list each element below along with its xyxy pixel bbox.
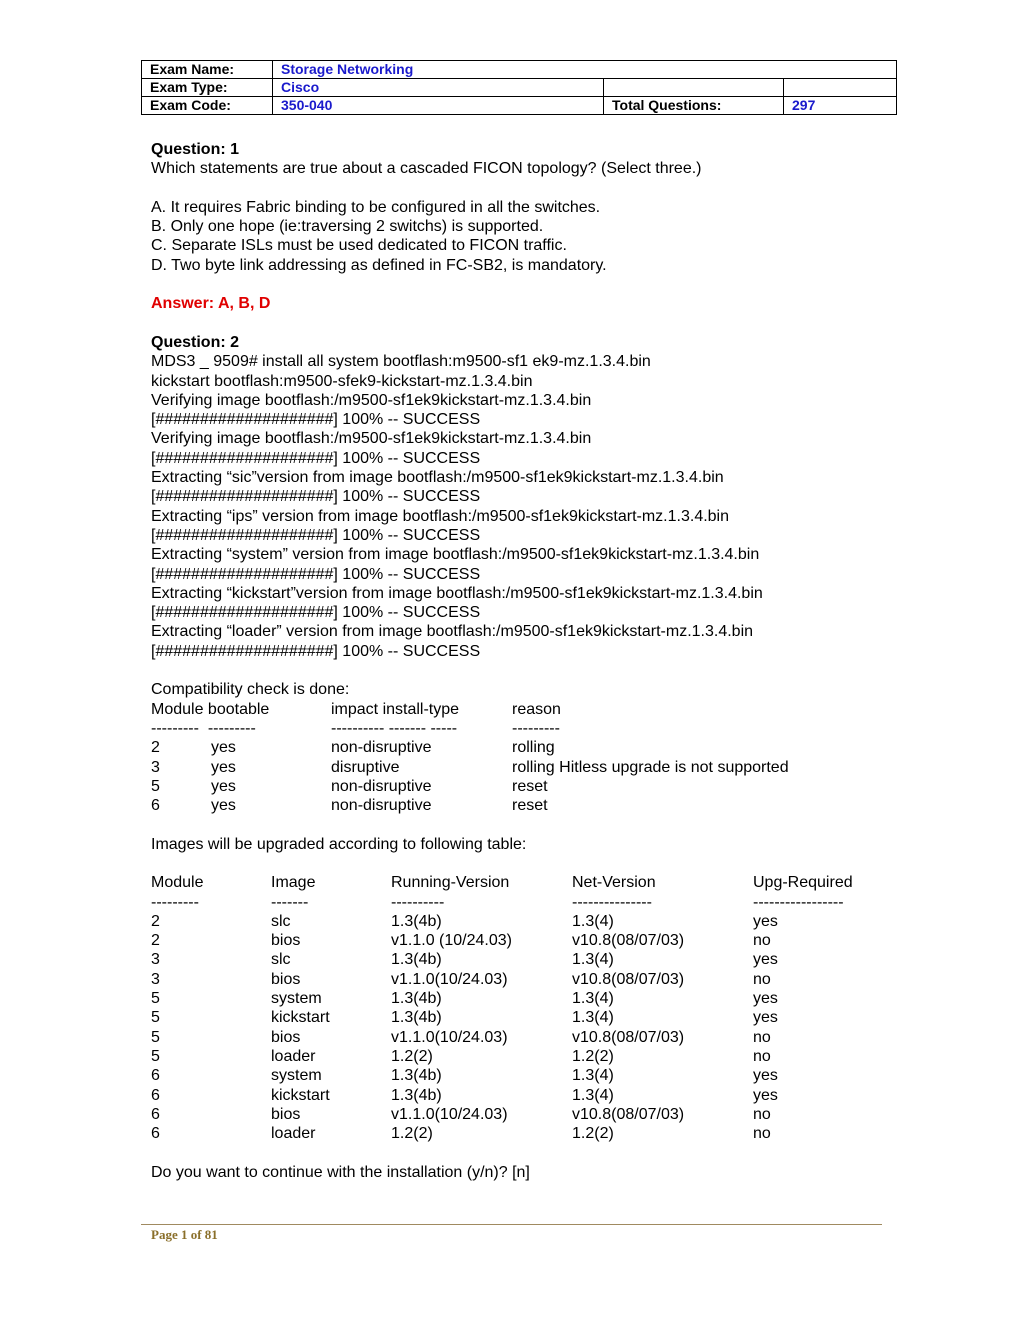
images-row	[151, 1124, 911, 1143]
compat-title: Compatibility check is done:	[151, 681, 350, 699]
images-cell: 3	[151, 951, 160, 969]
images-cell: 1.2(2)	[572, 1047, 614, 1065]
images-table	[151, 873, 911, 1143]
install-prompt: Do you want to continue with the installation (y/n)? [n]	[151, 1163, 530, 1181]
images-cell: yes	[753, 912, 778, 930]
images-cell: 1.3(4b)	[391, 1086, 442, 1104]
images-cell: 6	[151, 1067, 160, 1085]
images-row	[151, 1028, 911, 1047]
images-rows	[151, 912, 911, 1144]
log-line: [####################] 100% -- SUCCESS	[151, 526, 481, 544]
exam-type-value: Cisco	[273, 79, 604, 97]
images-cell: kickstart	[271, 1009, 330, 1027]
compat-dash-cell: ---------- ------- -----	[331, 719, 458, 737]
images-cell: 2	[151, 912, 160, 930]
compat-header-row	[151, 700, 911, 719]
compat-cell: yes	[211, 739, 236, 757]
compat-table	[151, 700, 911, 816]
images-row	[151, 931, 911, 950]
images-row	[151, 912, 911, 931]
images-dash-cell: ----------	[391, 893, 445, 911]
compat-cell: 5	[151, 777, 160, 795]
images-dash-row	[151, 893, 911, 912]
compat-cell: non-disruptive	[331, 797, 432, 815]
option-b: B. Only one hope (ie:traversing 2 switchs) is supported.	[151, 218, 544, 236]
images-cell: yes	[753, 990, 778, 1008]
option-a: A. It requires Fabric binding to be configured in all the switches.	[151, 198, 601, 216]
compat-cell: 6	[151, 797, 160, 815]
question-1-text: Which statements are true about a cascaded FICON topology? (Select three.)	[151, 160, 702, 178]
log-line: [####################] 100% -- SUCCESS	[151, 488, 481, 506]
images-cell: kickstart	[271, 1086, 330, 1104]
images-cell: 1.3(4b)	[391, 1009, 442, 1027]
log-line: Extracting “system” version from image bootflash:/m9500-sf1ek9kickstart-mz.1.3.4.bin	[151, 546, 760, 564]
images-cell: bios	[271, 932, 301, 950]
images-cell: bios	[271, 970, 301, 988]
images-dash-cell: -------	[271, 893, 309, 911]
images-cell: 1.3(4b)	[391, 912, 442, 930]
compat-row	[151, 777, 911, 796]
compat-dash-cell: ---------	[512, 719, 560, 737]
question-1-answer: Answer: A, B, D	[151, 295, 271, 313]
images-cell: 2	[151, 932, 160, 950]
images-cell: 5	[151, 990, 160, 1008]
total-questions-value: 297	[784, 97, 897, 115]
exam-code-row	[142, 97, 897, 115]
images-cell: yes	[753, 1086, 778, 1104]
log-line: [####################] 100% -- SUCCESS	[151, 604, 481, 622]
images-cell: 5	[151, 1009, 160, 1027]
images-cell: no	[753, 932, 771, 950]
images-cell: v10.8(08/07/03)	[572, 970, 685, 988]
log-line: kickstart bootflash:m9500-sfek9-kickstart-mz.1.3.4.bin	[151, 372, 533, 390]
exam-info-table	[141, 60, 897, 115]
images-cell: slc	[271, 951, 291, 969]
images-title: Images will be upgraded according to following table:	[151, 835, 527, 853]
images-cell: yes	[753, 1067, 778, 1085]
images-row	[151, 970, 911, 989]
exam-type-row	[142, 79, 897, 97]
images-cell: no	[753, 1028, 771, 1046]
compat-cell: non-disruptive	[331, 739, 432, 757]
images-header-cell: Image	[271, 874, 316, 892]
images-dash-cell: ---------------	[572, 893, 652, 911]
images-cell: 1.3(4)	[572, 990, 614, 1008]
images-cell: 1.3(4)	[572, 1086, 614, 1104]
images-cell: 1.3(4)	[572, 912, 614, 930]
images-cell: 6	[151, 1105, 160, 1123]
compat-row	[151, 738, 911, 757]
compat-cell: reset	[512, 777, 548, 795]
log-line: [####################] 100% -- SUCCESS	[151, 411, 481, 429]
images-row	[151, 989, 911, 1008]
images-cell: 1.3(4)	[572, 1009, 614, 1027]
images-cell: 1.2(2)	[391, 1125, 433, 1143]
compat-row	[151, 758, 911, 777]
images-cell: v1.1.0 (10/24.03)	[391, 932, 512, 950]
images-cell: v1.1.0(10/24.03)	[391, 970, 508, 988]
images-cell: 6	[151, 1086, 160, 1104]
footer-divider	[141, 1224, 882, 1225]
images-header-row	[151, 873, 911, 892]
compat-cell: rolling Hitless upgrade is not supported	[512, 758, 789, 776]
log-line: [####################] 100% -- SUCCESS	[151, 449, 481, 467]
exam-code-label: Exam Code:	[142, 97, 273, 115]
empty-cell	[784, 79, 897, 97]
compat-header-cell: Module bootable	[151, 700, 270, 718]
option-d: D. Two byte link addressing as defined in FC-SB2, is mandatory.	[151, 256, 607, 274]
images-cell: 1.3(4b)	[391, 1067, 442, 1085]
images-row	[151, 1086, 911, 1105]
images-header-cell: Module	[151, 874, 204, 892]
images-cell: system	[271, 1067, 322, 1085]
images-cell: v1.1.0(10/24.03)	[391, 1028, 508, 1046]
document-body	[151, 140, 911, 1182]
images-row	[151, 1105, 911, 1124]
images-row	[151, 1008, 911, 1027]
exam-type-label: Exam Type:	[142, 79, 273, 97]
images-header-cell: Running-Version	[391, 874, 510, 892]
images-row	[151, 1066, 911, 1085]
log-line: MDS3 _ 9509# install all system bootflash:m9500-sf1 ek9-mz.1.3.4.bin	[151, 353, 651, 371]
compat-cell: yes	[211, 797, 236, 815]
compat-dash-cell: --------- ---------	[151, 719, 256, 737]
images-header-cell: Upg-Required	[753, 874, 853, 892]
images-cell: 5	[151, 1028, 160, 1046]
compat-header-cell: reason	[512, 700, 561, 718]
images-cell: bios	[271, 1028, 301, 1046]
compat-dash-row	[151, 719, 911, 738]
compat-header-cell: impact install-type	[331, 700, 460, 718]
images-cell: 1.3(4b)	[391, 990, 442, 1008]
compat-cell: non-disruptive	[331, 777, 432, 795]
images-cell: 1.2(2)	[391, 1047, 433, 1065]
compat-cell: yes	[211, 758, 236, 776]
images-cell: v10.8(08/07/03)	[572, 1105, 685, 1123]
page-number: Page 1 of 81	[151, 1227, 218, 1242]
images-cell: loader	[271, 1125, 316, 1143]
images-cell: 5	[151, 1047, 160, 1065]
images-cell: loader	[271, 1047, 316, 1065]
log-line: [####################] 100% -- SUCCESS	[151, 642, 481, 660]
images-cell: system	[271, 990, 322, 1008]
images-dash-cell: -----------------	[753, 893, 844, 911]
compat-cell: 2	[151, 739, 160, 757]
images-cell: 1.3(4b)	[391, 951, 442, 969]
images-cell: bios	[271, 1105, 301, 1123]
exam-name-row	[142, 61, 897, 79]
images-cell: v10.8(08/07/03)	[572, 932, 685, 950]
log-line: Extracting “loader” version from image bootflash:/m9500-sf1ek9kickstart-mz.1.3.4.bin	[151, 623, 754, 641]
total-questions-label: Total Questions:	[604, 97, 784, 115]
log-line: Extracting “kickstart”version from image bootflash:/m9500-sf1ek9kickstart-mz.1.3.4.bin	[151, 584, 763, 602]
images-cell: 6	[151, 1125, 160, 1143]
images-cell: no	[753, 1105, 771, 1123]
images-cell: no	[753, 970, 771, 988]
images-row	[151, 1047, 911, 1066]
compat-cell: reset	[512, 797, 548, 815]
images-cell: yes	[753, 951, 778, 969]
compat-cell: disruptive	[331, 758, 400, 776]
exam-code-value: 350-040	[273, 97, 604, 115]
images-cell: 1.3(4)	[572, 1067, 614, 1085]
question-2-title: Question: 2	[151, 333, 240, 351]
exam-name-value: Storage Networking	[273, 61, 897, 79]
images-cell: no	[753, 1047, 771, 1065]
log-line: Verifying image bootflash:/m9500-sf1ek9kickstart-mz.1.3.4.bin	[151, 430, 592, 448]
images-cell: v10.8(08/07/03)	[572, 1028, 685, 1046]
log-line: Extracting “ips” version from image bootflash:/m9500-sf1ek9kickstart-mz.1.3.4.bin	[151, 507, 730, 525]
option-c: C. Separate ISLs must be used dedicated to FICON traffic.	[151, 237, 567, 255]
images-cell: yes	[753, 1009, 778, 1027]
exam-name-label: Exam Name:	[142, 61, 273, 79]
images-cell: slc	[271, 912, 291, 930]
compat-cell: 3	[151, 758, 160, 776]
images-header-cell: Net-Version	[572, 874, 656, 892]
images-cell: no	[753, 1125, 771, 1143]
images-dash-cell: ---------	[151, 893, 199, 911]
images-cell: 1.3(4)	[572, 951, 614, 969]
compat-cell: yes	[211, 777, 236, 795]
install-log	[151, 352, 911, 661]
log-line: [####################] 100% -- SUCCESS	[151, 565, 481, 583]
images-cell: v1.1.0(10/24.03)	[391, 1105, 508, 1123]
compat-row	[151, 796, 911, 815]
log-line: Verifying image bootflash:/m9500-sf1ek9kickstart-mz.1.3.4.bin	[151, 391, 592, 409]
empty-cell	[604, 79, 784, 97]
log-line: Extracting “sic”version from image bootflash:/m9500-sf1ek9kickstart-mz.1.3.4.bin	[151, 469, 724, 487]
images-row	[151, 950, 911, 969]
compat-cell: rolling	[512, 739, 555, 757]
images-cell: 1.2(2)	[572, 1125, 614, 1143]
images-cell: 3	[151, 970, 160, 988]
question-1-title: Question: 1	[151, 141, 240, 158]
